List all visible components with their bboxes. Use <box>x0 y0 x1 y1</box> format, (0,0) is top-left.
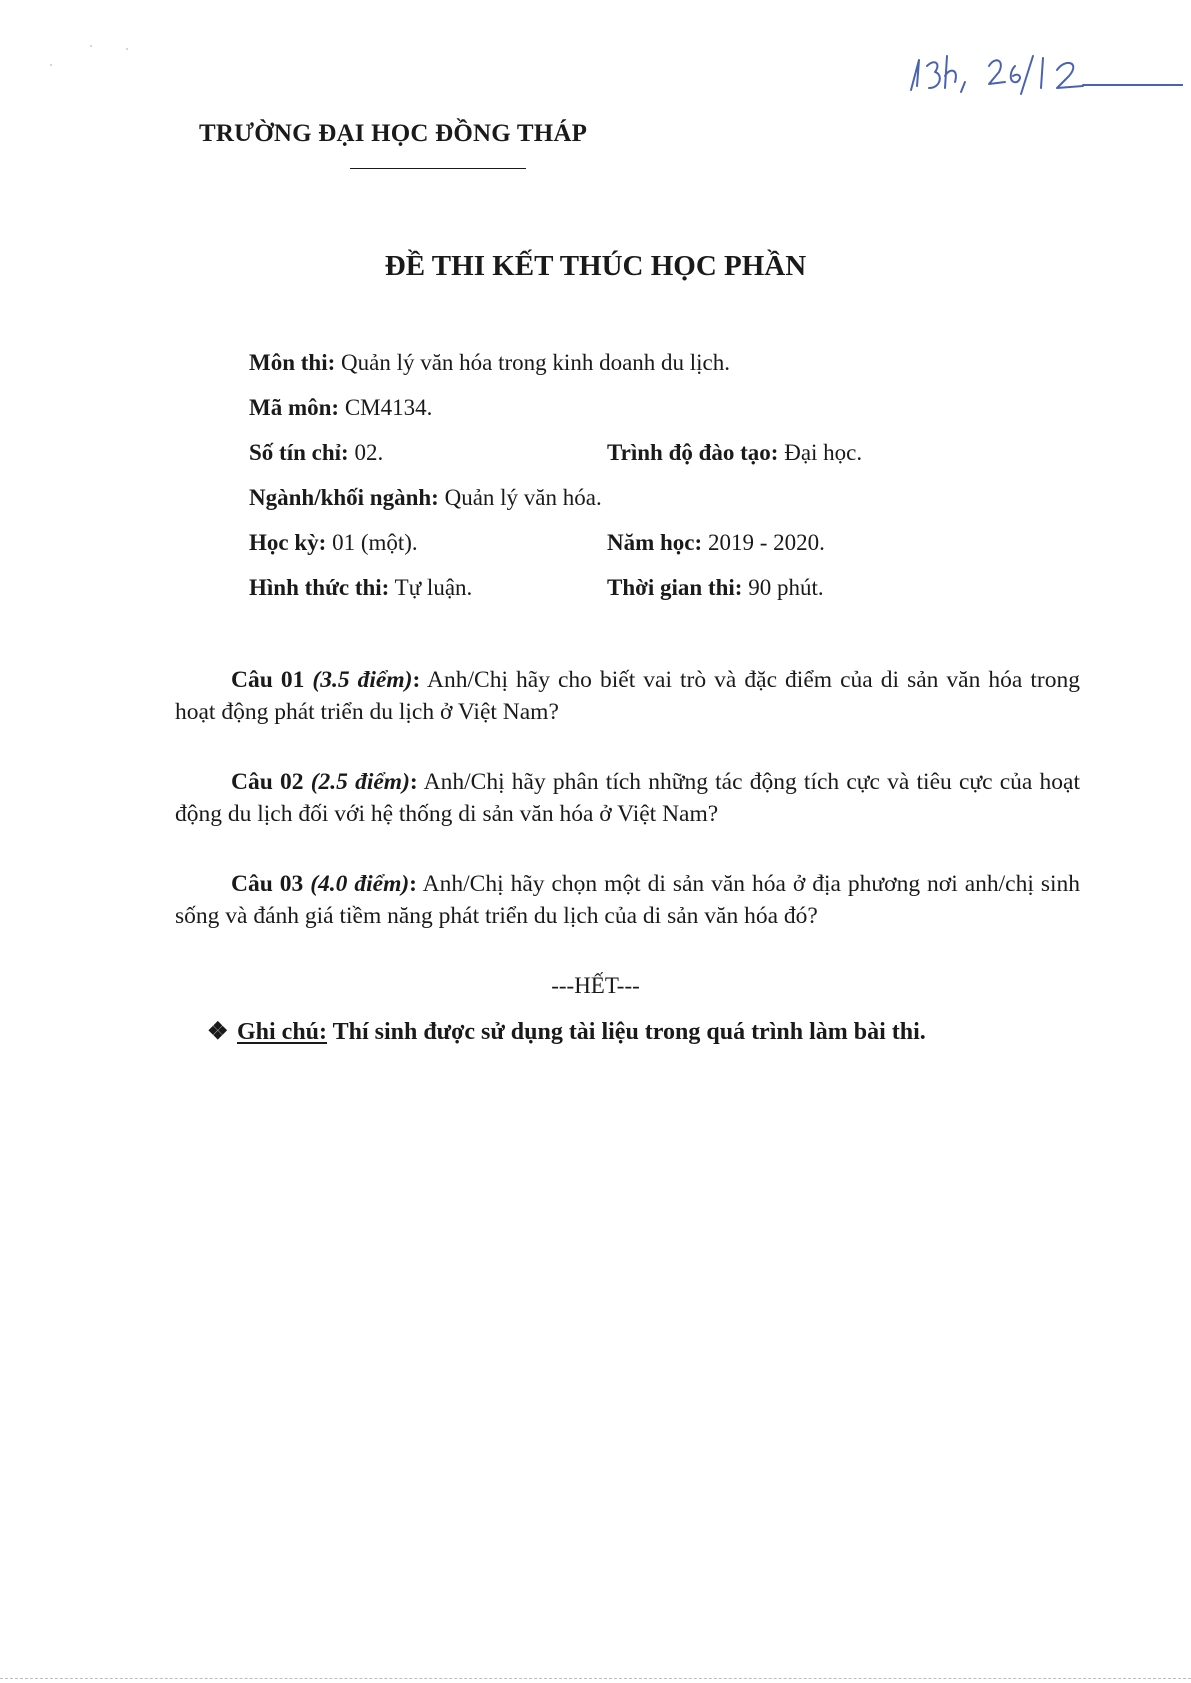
major-label: Ngành/khối ngành: <box>249 485 439 510</box>
question-points: (4.0 điểm) <box>310 871 410 897</box>
duration-value: 90 phút. <box>748 575 824 600</box>
year-line <box>607 530 825 556</box>
question-text: Anh/Chị hãy chọn một di sản văn hóa ở địa phương nơi anh/chị sinh sống và đánh giá tiềm năng phát triển du lịch của di sản văn hóa đó? <box>175 871 1080 929</box>
note-text: Thí sinh được sử dụng tài liệu trong quá trình làm bài thi. <box>332 1019 926 1045</box>
note-label: Ghi chú: <box>237 1019 328 1045</box>
school-name: TRƯỜNG ĐẠI HỌC ĐỒNG THÁP <box>199 120 588 147</box>
scan-speck <box>50 64 52 66</box>
subject-line <box>249 350 730 376</box>
duration-label: Thời gian thi: <box>607 575 743 600</box>
credits-value: 02. <box>354 440 384 465</box>
exam-title: ĐỀ THI KẾT THÚC HỌC PHẦN <box>384 250 807 282</box>
scan-bottom-edge <box>0 1678 1191 1679</box>
question-points: (3.5 điểm) <box>312 667 413 693</box>
code-label: Mã môn: <box>249 395 340 420</box>
school-underline <box>350 168 526 169</box>
end-marker: ---HẾT--- <box>551 973 640 998</box>
code-line <box>249 395 432 421</box>
semester-value: 01 (một). <box>332 530 418 555</box>
question-3: Câu 03 (4.0 điểm): Anh/Chị hãy chọn một di sản văn hóa ở địa phương nơi anh/chị sinh sống và đánh giá tiềm năng phát triển du lịch của di sản văn hóa đó? <box>175 871 1080 929</box>
year-label: Năm học: <box>607 530 703 555</box>
question-text: Anh/Chị hãy phân tích những tác động tích cực và tiêu cực của hoạt động du lịch đối với hệ thống di sản văn hóa ở Việt Nam? <box>175 769 1081 827</box>
question-text: Anh/Chị hãy cho biết vai trò và đặc điểm của di sản văn hóa trong hoạt động phát triển du lịch ở Việt Nam? <box>175 667 1080 725</box>
format-line <box>249 575 472 601</box>
year-value: 2019 - 2020. <box>707 530 825 555</box>
subject-value: Quản lý văn hóa trong kinh doanh du lịch. <box>341 350 731 375</box>
scan-speck <box>90 45 92 47</box>
format-label: Hình thức thi: <box>249 575 390 600</box>
credits-label: Số tín chỉ: <box>249 440 349 465</box>
note-line <box>207 1017 926 1046</box>
major-line <box>249 485 602 511</box>
level-label: Trình độ đào tạo: <box>607 440 779 465</box>
semester-line <box>249 530 418 556</box>
semester-label: Học kỳ: <box>249 530 327 555</box>
question-1: Câu 01 (3.5 điểm): Anh/Chị hãy cho biết vai trò và đặc điểm của di sản văn hóa trong hoạt động phát triển du lịch ở Việt Nam? <box>175 667 1080 725</box>
question-label: Câu 03 <box>231 871 304 897</box>
question-points: (2.5 điểm) <box>310 769 410 795</box>
subject-label: Môn thi: <box>249 350 336 375</box>
level-line <box>607 440 862 466</box>
credits-line <box>249 440 383 466</box>
major-value: Quản lý văn hóa. <box>444 485 602 510</box>
duration-line <box>607 575 824 601</box>
diamond-bullet-icon: ❖ <box>207 1019 229 1045</box>
level-value: Đại học. <box>784 440 863 465</box>
code-value: CM4134. <box>344 395 433 420</box>
question-label: Câu 02 <box>231 769 304 795</box>
scan-speck <box>126 48 128 50</box>
handwritten-annotation <box>897 48 1183 110</box>
format-value: Tự luận. <box>394 575 473 600</box>
question-label: Câu 01 <box>231 667 305 693</box>
question-2: Câu 02 (2.5 điểm): Anh/Chị hãy phân tích những tác động tích cực và tiêu cực của hoạt động du lịch đối với hệ thống di sản văn hóa ở Việt Nam? <box>175 769 1081 827</box>
